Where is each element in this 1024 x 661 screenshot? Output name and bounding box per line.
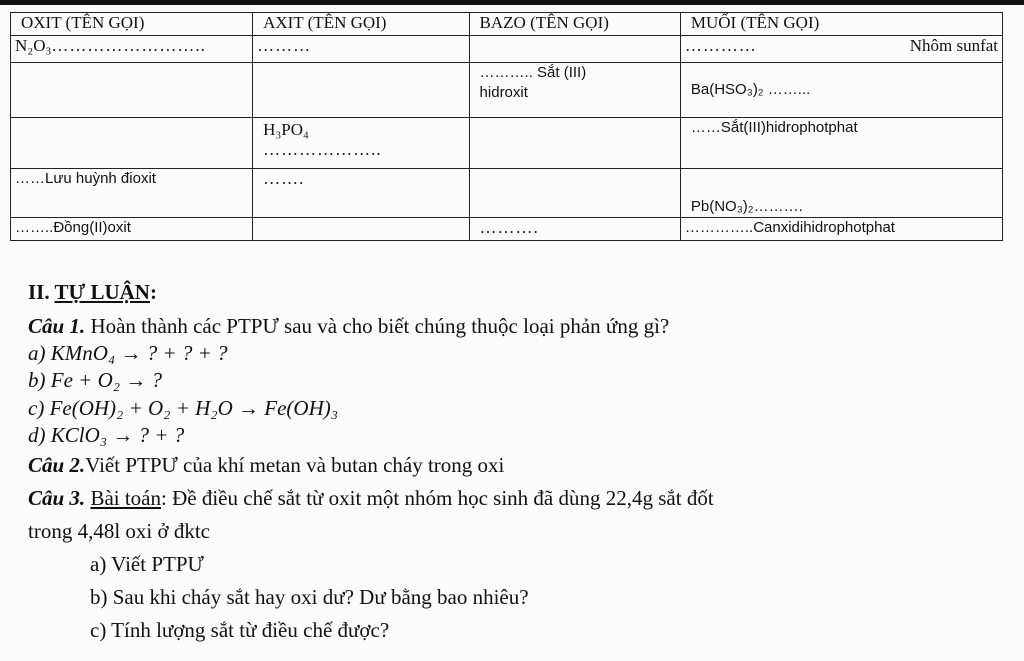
table-row: [11, 169, 1003, 218]
table-cell: [469, 169, 680, 218]
subquestion-b: b) Sau khi cháy sắt hay oxi dư? Dư bằng bao nhiêu?: [90, 585, 529, 609]
question-3-continued: trong 4,48l oxi ở đktc: [28, 519, 211, 543]
table-row: [11, 118, 1003, 169]
table-cell: [253, 63, 469, 118]
table-cell: [11, 169, 253, 218]
equation-c: c) Fe(OH)₂ + O₂ + H₂O → Fe(OH)₃: [28, 396, 339, 420]
blank-dots: ……….: [479, 218, 539, 237]
section-roman: II.: [28, 280, 50, 304]
question-label: Câu 1.: [28, 314, 86, 338]
table-cell: [11, 118, 253, 169]
question-text: : Đề điều chế sắt từ oxit một nhóm học sinh đã dùng 22,4g sắt đốt: [161, 486, 714, 510]
blank-dots: ………: [257, 36, 312, 55]
header-axit: AXIT (TÊN GỌI): [253, 13, 469, 36]
equation-d: d) KClO₃ → ? + ?: [28, 423, 185, 447]
table-cell: [680, 169, 1002, 218]
table-cell: [253, 36, 469, 63]
subquestion-a: a) Viết PTPƯ: [90, 552, 204, 576]
table-cell: [11, 218, 253, 241]
blank-dots: ……………………..: [51, 36, 206, 55]
table-cell: [680, 218, 1002, 241]
formula: Ba(HSO₃)₂ ……...: [690, 81, 811, 98]
table-cell: [680, 36, 1002, 63]
question-keyword: Bài toán: [90, 486, 162, 510]
formula: Pb(NO₃)₂……….: [690, 198, 803, 215]
table-cell: [469, 36, 680, 63]
table-cell: [469, 63, 680, 118]
compound-name: ……..Đồng(II)oxit: [15, 219, 131, 236]
blank-dots: ………………..: [263, 140, 382, 159]
table-cell: [469, 218, 680, 241]
compound-name: ……Sắt(III)hidrophotphat: [690, 119, 858, 136]
table-row: [11, 36, 1003, 63]
naming-table: [10, 12, 1003, 241]
section-title-text: TỰ LUẬN: [54, 280, 150, 304]
header-bazo: BAZO (TÊN GỌI): [469, 13, 680, 36]
question-label: Câu 2.: [28, 453, 86, 477]
section-title: [28, 280, 157, 305]
question-label: Câu 3.: [28, 486, 86, 510]
top-border: [0, 0, 1024, 5]
table-cell: [680, 118, 1002, 169]
compound-name-line2: hidroxit: [479, 84, 528, 101]
question-text: Viết PTPƯ của khí metan và butan cháy trong oxi: [85, 453, 505, 477]
table-cell: [11, 63, 253, 118]
table-row: [11, 63, 1003, 118]
table-row: [11, 218, 1003, 241]
compound-name: Nhôm sunfat: [909, 36, 998, 55]
table-cell: [253, 218, 469, 241]
subquestion-c: c) Tính lượng sắt từ điều chế được?: [90, 618, 390, 642]
table-cell: [11, 36, 253, 63]
equation-b: b) Fe + O₂ → ?: [28, 368, 163, 392]
formula: N₂O₃: [15, 36, 52, 55]
question-1: [28, 314, 669, 339]
question-2: [28, 453, 504, 478]
compound-name-line1: ……….. Sắt (III): [479, 64, 587, 81]
table-header-row: [11, 13, 1003, 36]
blank-dots: …….: [263, 169, 305, 188]
question-3: [28, 486, 714, 511]
table-cell: [469, 118, 680, 169]
header-muoi: MUỐI (TÊN GỌI): [680, 13, 1002, 36]
formula: H₃PO₄: [263, 120, 309, 139]
section-colon: :: [149, 280, 157, 304]
question-text: Hoàn thành các PTPƯ sau và cho biết chúng thuộc loại phản ứng gì?: [85, 314, 670, 338]
compound-name: …………..Canxidihidrophotphat: [684, 219, 895, 236]
table-cell: [680, 63, 1002, 118]
header-oxit: OXIT (TÊN GỌI): [11, 13, 253, 36]
equation-a: a) KMnO₄ → ? + ? + ?: [28, 341, 228, 365]
table-cell: [253, 118, 469, 169]
blank-dots: …………: [684, 36, 757, 55]
table-cell: [253, 169, 469, 218]
compound-name: ……Lưu huỳnh đioxit: [15, 170, 156, 187]
